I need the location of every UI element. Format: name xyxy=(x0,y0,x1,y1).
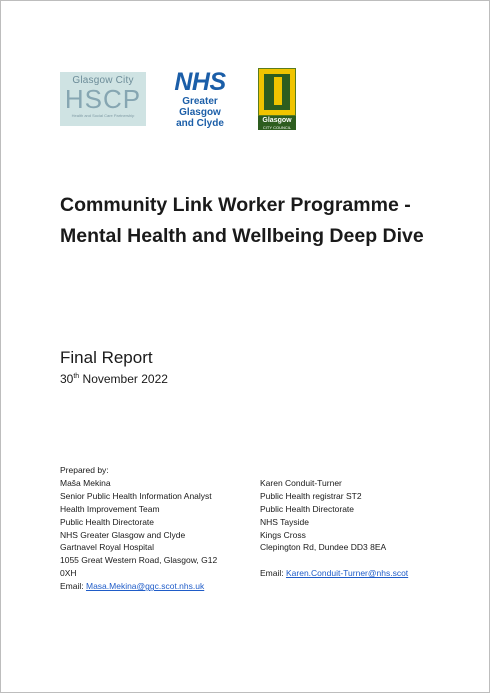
report-date xyxy=(60,372,168,386)
prepared-by-left xyxy=(60,464,245,593)
author1-name: Maša Mekina xyxy=(60,477,111,488)
glasgow-city-hscp-logo xyxy=(60,72,146,126)
date-day: 30 xyxy=(60,372,74,386)
document-subtitle: Final Report xyxy=(60,348,153,367)
nhs-ggc-logo xyxy=(160,68,240,128)
crest-sublabel: CITY COUNCIL xyxy=(258,125,296,130)
author2-email-link[interactable]: Karen.Conduit-Turner@nhs.scot xyxy=(285,568,409,579)
author1-org: NHS Greater Glasgow and Clyde xyxy=(60,529,186,540)
author2-email-line xyxy=(260,567,450,580)
author1-team: Health Improvement Team xyxy=(60,503,160,514)
author1-email-link[interactable]: Masa.Mekina@ggc.scot.nhs.uk xyxy=(85,581,205,592)
author1-site: Gartnavel Royal Hospital xyxy=(60,542,155,553)
author1-email-line xyxy=(60,580,245,593)
author2-directorate: Public Health Directorate xyxy=(260,503,355,514)
author2-name: Karen Conduit-Turner xyxy=(260,477,342,488)
author1-email-label: Email: xyxy=(60,581,86,592)
nhs-logo-sub2: and Clyde xyxy=(176,118,224,129)
prepared-by-right xyxy=(260,464,450,580)
author2-email-label: Email: xyxy=(260,568,286,579)
nhs-logo-sub1: Greater Glasgow xyxy=(179,96,221,118)
date-rest: November 2022 xyxy=(79,372,168,386)
author1-directorate: Public Health Directorate xyxy=(60,516,155,527)
author2-role: Public Health registrar ST2 xyxy=(260,490,362,501)
author1-address2: 0XH xyxy=(60,568,77,579)
hscp-logo-city: Glasgow City xyxy=(72,75,134,86)
crest-shield-icon xyxy=(258,68,296,116)
author2-org: NHS Tayside xyxy=(260,516,309,527)
nhs-logo-main: NHS xyxy=(174,68,226,96)
date-suffix: th xyxy=(73,373,80,380)
author2-address: Clepington Rd, Dundee DD3 8EA xyxy=(260,542,387,553)
hscp-logo-tagline: Health and Social Care Partnership xyxy=(71,113,135,118)
document-title: Community Link Worker Programme - Mental Health and Wellbeing Deep Dive xyxy=(60,194,424,247)
author1-role: Senior Public Health Information Analyst xyxy=(60,490,212,501)
prepared-by-heading: Prepared by: xyxy=(60,465,109,475)
author2-site: Kings Cross xyxy=(260,529,306,540)
glasgow-city-council-crest-logo xyxy=(258,68,296,132)
hscp-logo-main: HSCP xyxy=(64,84,142,114)
author1-address1: 1055 Great Western Road, Glasgow, G12 xyxy=(60,555,218,566)
crest-label: Glasgow xyxy=(258,116,296,125)
